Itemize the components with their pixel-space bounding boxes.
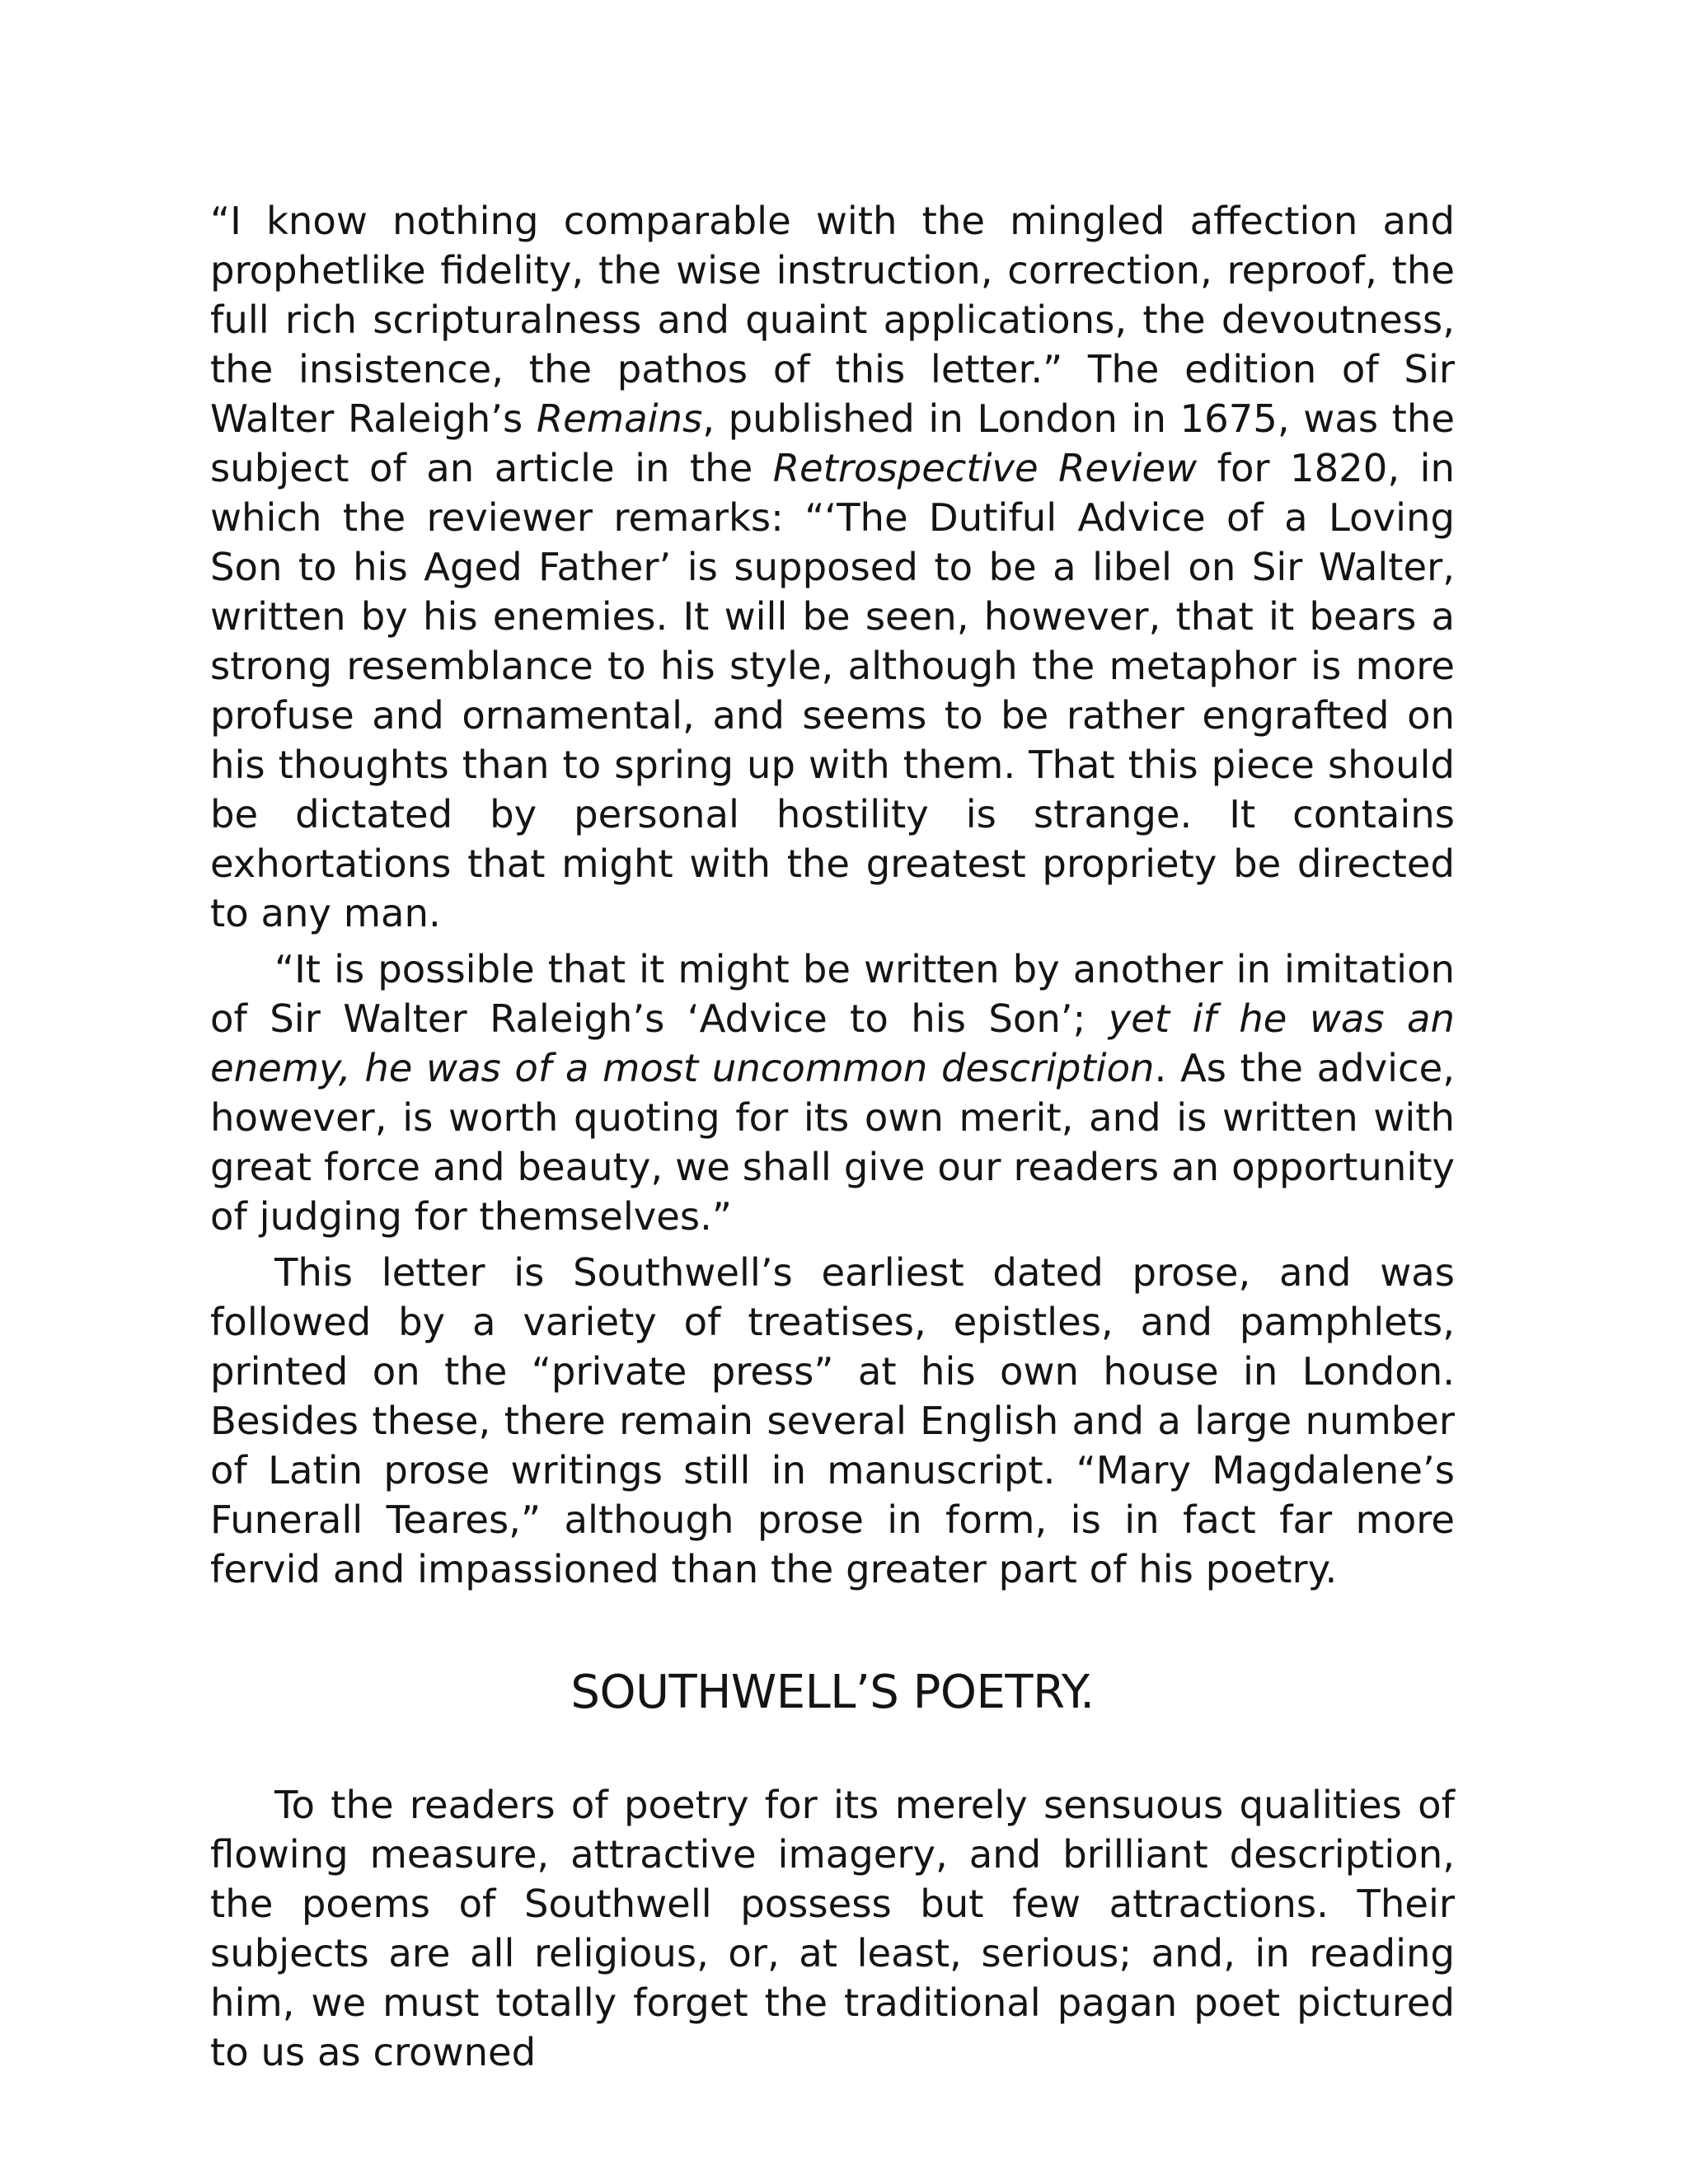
text-run: “It is possible that it might be written by another in imitation of Sir Walter Raleigh’s ‘Advice to his Son’; bbox=[210, 947, 1455, 1041]
document-page bbox=[210, 196, 1455, 2077]
text-run: To the readers of poetry for its merely sensuous qualities of flowing measure, attractive imagery, and brilliant description, the poems of Southwell possess but few attractions. Their subjects are all religious, or, at least, serious; and, in reading him, we must totally forget the traditional pagan poet pictured to us as crowned bbox=[210, 1783, 1455, 2074]
text-run: This letter is Southwell’s earliest dated prose, and was followed by a variety of treatises, epistles, and pamphlets, printed on the “private press” at his own house in London. Besides these, there remain several English and a large number of Latin prose writings still in manuscript. “Mary Magdalene’s Funerall Teares,” although prose in form, is in fact far more fervid and impassioned than the greater part of his poetry. bbox=[210, 1250, 1455, 1591]
italic-emphasis: yet if he was an enemy, he was of a most uncommon description bbox=[210, 996, 1455, 1090]
paragraph-earliest-prose bbox=[210, 1248, 1455, 1594]
paragraph-imitation bbox=[210, 944, 1455, 1241]
paragraph-poetry-intro bbox=[210, 1780, 1455, 2077]
italic-title-retrospective-review: Retrospective Review bbox=[772, 446, 1198, 490]
text-run: . As the advice, however, is worth quoting for its own merit, and is written with great force and beauty, we shall give our readers an opportunity of judging for themselves.” bbox=[210, 1046, 1455, 1239]
text-run: , published in London in 1675, was the subject of an article in the bbox=[210, 396, 1455, 490]
section-heading: SOUTHWELL’S POETRY. bbox=[570, 1666, 1095, 1719]
italic-title-remains: Remains bbox=[536, 396, 703, 441]
text-run: for 1820, in which the reviewer remarks: “‘The Dutiful Advice of a Loving Son to his Aged Father’ is supposed to be a libel on Sir Walter, written by his enemies. It will be seen, however, that it bears a strong resemblance to his style, although the metaphor is more profuse and ornamental, and seems to be rather engrafted on his thoughts than to spring up with them. That this piece should be dictated by personal hostility is strange. It contains exhortations that might with the greatest propriety be directed to any man. bbox=[210, 446, 1455, 935]
paragraph-letter-praise bbox=[210, 196, 1455, 938]
text-run: “I know nothing comparable with the mingled affection and prophetlike fidelity, the wise instruction, correction, reproof, the full rich scripturalness and quaint applications, the devoutness, the insistence, the pathos of this letter.” The edition of Sir Walter Raleigh’s bbox=[210, 199, 1455, 441]
